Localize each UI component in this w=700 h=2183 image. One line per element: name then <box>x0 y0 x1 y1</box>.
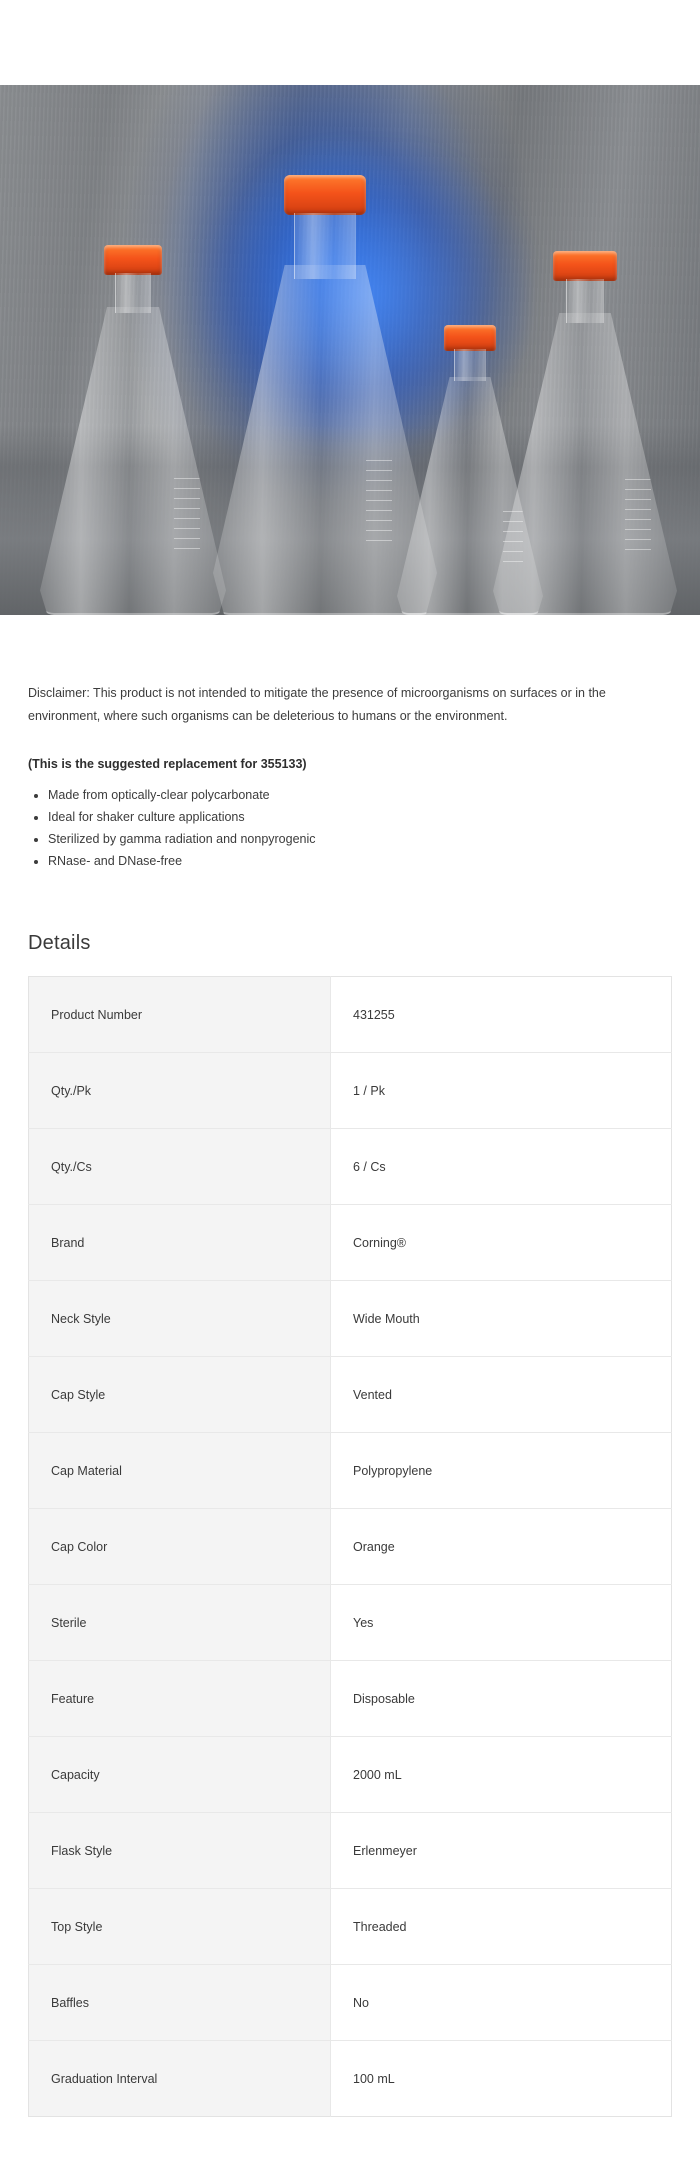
disclaimer-text: Disclaimer: This product is not intended to mitigate the presence of microorganisms on surfaces or in the environment, where such organisms can be deleterious to humans or the environment. <box>28 686 606 723</box>
graduation-marks <box>625 479 651 559</box>
replacement-note: (This is the suggested replacement for 355133) <box>28 757 307 771</box>
row-label: Cap Style <box>29 1357 331 1433</box>
row-label: Flask Style <box>29 1813 331 1889</box>
row-label: Sterile <box>29 1585 331 1661</box>
list-item: • Sterilized by gamma radiation and nonpyrogenic <box>48 829 672 850</box>
table-row <box>29 1053 672 1129</box>
table-row <box>29 1281 672 1357</box>
details-heading: Details <box>28 932 91 954</box>
list-item: • Made from optically-clear polycarbonate <box>48 785 672 806</box>
row-label: Capacity <box>29 1737 331 1813</box>
row-value: Vented <box>331 1357 672 1433</box>
row-label: Product Number <box>29 977 331 1053</box>
row-value: No <box>331 1965 672 2041</box>
table-row <box>29 1129 672 1205</box>
table-row <box>29 2041 672 2117</box>
table-row <box>29 1965 672 2041</box>
row-value: Polypropylene <box>331 1433 672 1509</box>
row-value: 2000 mL <box>331 1737 672 1813</box>
table-row <box>29 1889 672 1965</box>
row-label: Qty./Pk <box>29 1053 331 1129</box>
graduation-marks <box>366 460 392 550</box>
flask-cap-icon <box>444 325 496 351</box>
flask-body <box>40 307 226 615</box>
graduation-marks <box>174 478 200 558</box>
table-row <box>29 1357 672 1433</box>
list-item: • Ideal for shaker culture applications <box>48 807 672 828</box>
row-value: Wide Mouth <box>331 1281 672 1357</box>
product-image <box>0 85 700 615</box>
table-row <box>29 1813 672 1889</box>
row-label: Brand <box>29 1205 331 1281</box>
row-label: Cap Material <box>29 1433 331 1509</box>
feature-list <box>28 785 672 872</box>
table-row <box>29 1205 672 1281</box>
row-value: Threaded <box>331 1889 672 1965</box>
flask-cap-icon <box>284 175 366 215</box>
row-label: Top Style <box>29 1889 331 1965</box>
row-label: Qty./Cs <box>29 1129 331 1205</box>
row-value: 1 / Pk <box>331 1053 672 1129</box>
table-row <box>29 977 672 1053</box>
row-value: Yes <box>331 1585 672 1661</box>
row-value: Disposable <box>331 1661 672 1737</box>
table-row <box>29 1433 672 1509</box>
table-row <box>29 1585 672 1661</box>
row-label: Baffles <box>29 1965 331 2041</box>
product-description <box>0 682 700 2117</box>
flask-right <box>490 245 680 615</box>
row-value: Erlenmeyer <box>331 1813 672 1889</box>
flask-left <box>38 235 228 615</box>
flask-cap-icon <box>553 251 617 281</box>
flask-body <box>493 313 677 615</box>
row-value: Corning® <box>331 1205 672 1281</box>
row-label: Feature <box>29 1661 331 1737</box>
row-value: Orange <box>331 1509 672 1585</box>
product-page <box>0 85 700 2117</box>
row-value: 100 mL <box>331 2041 672 2117</box>
flask-cap-icon <box>104 245 162 275</box>
row-label: Neck Style <box>29 1281 331 1357</box>
table-row <box>29 1509 672 1585</box>
row-label: Cap Color <box>29 1509 331 1585</box>
row-value: 6 / Cs <box>331 1129 672 1205</box>
row-label: Graduation Interval <box>29 2041 331 2117</box>
list-item: • RNase- and DNase-free <box>48 851 672 872</box>
table-row <box>29 1661 672 1737</box>
flask-neck <box>454 349 486 381</box>
row-value: 431255 <box>331 977 672 1053</box>
table-row <box>29 1737 672 1813</box>
details-table <box>28 976 672 2117</box>
